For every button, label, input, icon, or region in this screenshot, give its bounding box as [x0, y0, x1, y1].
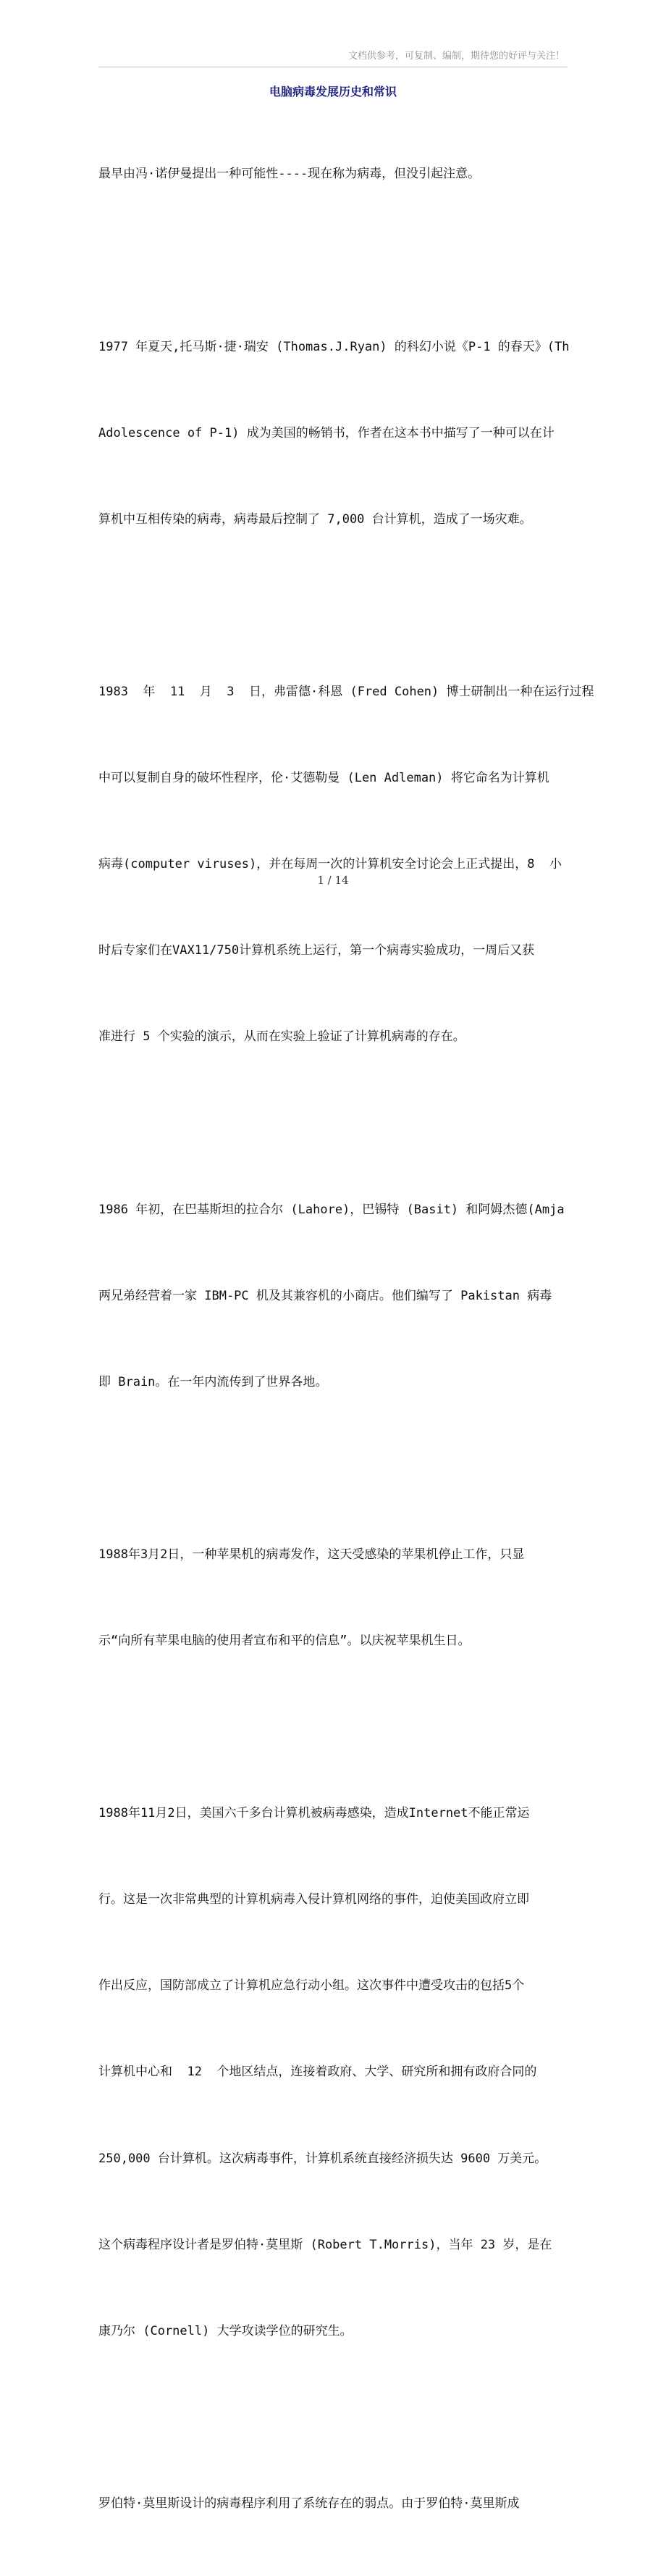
paragraph-line: 行。这是一次非常典型的计算机病毒入侵计算机网络的事件，迫使美国政府立即 — [98, 1892, 529, 1907]
paragraph-2 — [98, 275, 568, 592]
paragraph-7 — [98, 2433, 568, 2576]
paragraph-line: 1988年11月2日，美国六千多台计算机被病毒感染，造成Internet不能正常运 — [98, 1806, 530, 1821]
paragraph-line: 算机中互相传染的病毒，病毒最后控制了 7,000 台计算机，造成了一场灾难。 — [98, 511, 532, 527]
paragraph-line: 两兄弟经营着一家 IBM-PC 机及其兼容机的小商店。他们编写了 Pakistan 病毒 — [98, 1288, 552, 1303]
paragraph-line: 作出反应，国防部成立了计算机应急行动小组。这次事件中遭受攻击的包括5个 — [98, 1978, 525, 1994]
paragraph-line: 1977 年夏天,托马斯·捷·瑞安 (Thomas.J.Ryan) 的科幻小说《P-1 的春天》(Th — [98, 339, 570, 354]
paragraph-line: 1986 年初，在巴基斯坦的拉合尔 (Lahore)，巴锡特 (Basit) 和阿姆杰德(Amja — [98, 1202, 565, 1217]
paragraph-line: 计算机中心和 12 个地区结点，连接着政府、大学、研究所和拥有政府合同的 — [98, 2065, 537, 2080]
paragraph-3 — [98, 621, 594, 1110]
paragraph-line: 示“向所有苹果电脑的使用者宣布和平的信息”。以庆祝苹果机生日。 — [98, 1634, 471, 1648]
page-number: 1 / 14 — [317, 874, 349, 887]
paragraph-line: 最早由冯·诺伊曼提出一种可能性----现在称为病毒，但没引起注意。 — [98, 167, 481, 182]
paragraph-5 — [98, 1484, 568, 1714]
paragraph-line: 罗伯特·莫里斯设计的病毒程序利用了系统存在的弱点。由于罗伯特·莫里斯成 — [98, 2496, 520, 2511]
paragraph-1 — [98, 103, 568, 247]
paragraph-6 — [98, 1742, 568, 2404]
paragraph-line: 病毒(computer viruses)，并在每周一次的计算机安全讨论会上正式提出，8 小 — [98, 857, 562, 872]
paragraph-line: 250,000 台计算机。这次病毒事件，计算机系统直接经济损失达 9600 万美元。 — [98, 2151, 547, 2166]
paragraph-line: 中可以复制自身的破坏性程序，伦·艾德勒曼 (Len Adleman) 将它命名为计算机 — [98, 771, 549, 786]
paragraph-line: 1988年3月2日，一种苹果机的病毒发作，这天受感染的苹果机停止工作，只显 — [98, 1547, 525, 1562]
paragraph-line: 1983 年 11 月 3 日，弗雷德·科恩 (Fred Cohen) 博士研制出一种在运行过程 — [98, 684, 594, 699]
paragraph-line: Adolescence of P-1) 成为美国的畅销书，作者在这本书中描写了一种可以在计 — [98, 425, 555, 440]
paragraph-4 — [98, 1138, 568, 1455]
paragraph-line: 准进行 5 个实验的演示，从而在实验上验证了计算机病毒的存在。 — [98, 1029, 465, 1045]
header-note: 文档供参考，可复制、编制，期待您的好评与关注！ — [347, 51, 565, 62]
document-title: 电脑病毒发展历史和常识 — [269, 85, 397, 99]
paragraph-line: 时后专家们在VAX11/750计算机系统上运行，第一个病毒实验成功，一周后又获 — [98, 943, 535, 958]
paragraph-line: 即 Brain。在一年内流传到了世界各地。 — [98, 1374, 328, 1389]
document-body — [98, 103, 594, 2576]
paragraph-line: 康乃尔 (Cornell) 大学攻读学位的研究生。 — [98, 2323, 353, 2338]
paragraph-line: 这个病毒程序设计者是罗伯特·莫里斯 (Robert T.Morris)，当年 23 岁，是在 — [98, 2237, 552, 2252]
